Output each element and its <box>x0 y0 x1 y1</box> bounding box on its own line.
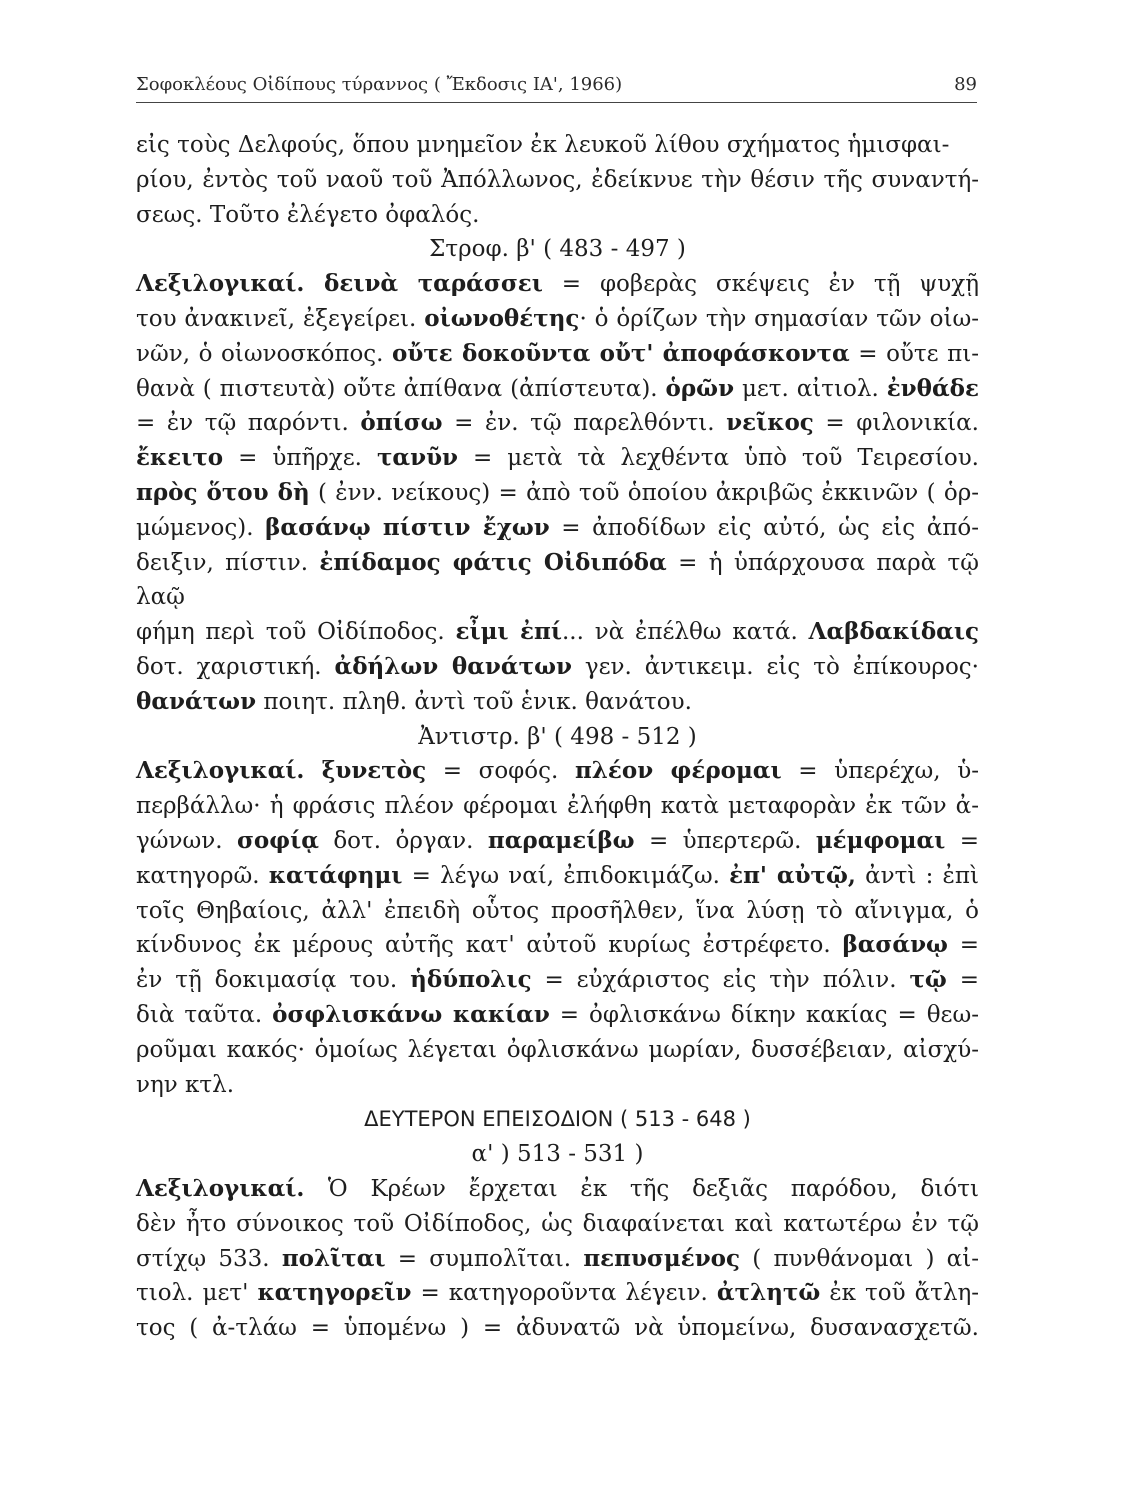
text-segment: ( ἐνν. νείκους) = ἀπὸ τοῦ ὁποίου ἀκριβῶς ἐκκινῶν ( ὁρ- <box>309 479 979 506</box>
text-segment: = ἐν. τῷ παρελθόντι. <box>442 410 727 437</box>
lemma: ὀπίσω <box>360 409 443 437</box>
lemma: Λεξιλογικαί. <box>136 270 325 298</box>
text-line <box>136 198 979 233</box>
text-line <box>136 337 979 372</box>
lemma: ἔκειτο <box>136 444 224 472</box>
text-segment: του ἀνακινεῖ, ἐξεγείρει. <box>136 305 425 332</box>
section-heading <box>136 1137 979 1172</box>
text-segment: = ὑπῆρχε. <box>223 445 377 472</box>
text-segment: νην κτλ. <box>136 1071 235 1098</box>
lemma: σοφίᾳ <box>236 826 319 854</box>
text-segment: κίνδυνος ἐκ μέρους αὐτῆς κατ' αὐτοῦ κυρίως ἐστρέφετο. <box>136 932 843 959</box>
text-line <box>136 789 979 824</box>
text-segment: ἐκ τοῦ ἄτλη- <box>820 1280 980 1307</box>
text-line <box>136 894 979 929</box>
lemma: ἀτλητῶ <box>716 1279 821 1307</box>
lemma: τανῦν <box>376 444 458 472</box>
text-segment: = σοφός. <box>426 758 575 785</box>
text-line <box>136 163 979 198</box>
text-segment: = συμπολῖται. <box>385 1245 584 1272</box>
text-segment: σεως. Τοῦτο ἐλέγετο ὀφαλός. <box>136 201 480 228</box>
lemma: θανάτων <box>136 687 257 715</box>
text-segment: ( πυνθάνομαι ) αἰ- <box>740 1245 979 1272</box>
text-segment: = φιλονικία. <box>813 410 979 437</box>
text-segment: τος ( ἀ-τλάω = ὑπομένω ) = ἀδυνατῶ νὰ ὑπομείνω, δυσανασχετῶ. <box>136 1315 979 1342</box>
text-segment: ρίου, ἐντὸς τοῦ ναοῦ τοῦ Ἀπόλλωνος, ἐδείκνυε τὴν θέσιν τῆς συναντή- <box>136 166 979 193</box>
text-segment: κατηγορῶ. <box>136 862 269 889</box>
text-segment: ΔΕΥΤΕΡΟΝ ΕΠΕΙΣΟΔΙΟΝ ( 513 - 648 ) <box>364 1107 751 1132</box>
text-line <box>136 1068 979 1103</box>
lemma: δεινὰ ταράσσει <box>324 270 543 298</box>
text-segment: Στροφ. β' ( 483 - 497 ) <box>429 236 686 263</box>
text-segment: στίχῳ 533. <box>136 1245 282 1272</box>
text-line <box>136 1242 979 1277</box>
lemma: Λαβδακίδαις <box>808 618 980 646</box>
lemma: οἰωνοθέτης <box>424 304 580 332</box>
text-line <box>136 511 979 546</box>
text-line <box>136 1172 979 1207</box>
lemma: ἐπ' αὐτῷ, <box>729 861 856 889</box>
text-segment: περβάλλω· ἡ φράσις πλέον φέρομαι ἐλήφθη κατὰ μεταφορὰν ἐκ τῶν ἀ- <box>136 793 979 820</box>
text-segment: = ὑπερτερῶ. <box>634 827 816 854</box>
text-line <box>136 267 979 302</box>
text-segment: γώνων. <box>136 827 237 854</box>
body-text <box>136 128 979 1346</box>
lemma: Λεξιλογικαί. <box>136 1174 328 1202</box>
text-segment: θανὰ ( πιστευτὰ) οὔτε ἀπίθανα (ἀπίστευτα). <box>136 375 666 402</box>
text-segment: μώμενος). <box>136 514 266 541</box>
text-segment: = λέγω ναί, ἐπιδοκιμάζω. <box>402 862 730 889</box>
text-segment: Ὁ Κρέων ἔρχεται ἐκ τῆς δεξιᾶς παρόδου, διότι <box>327 1175 979 1202</box>
lemma: βασάνῳ <box>842 931 948 959</box>
text-segment: φήμη περὶ τοῦ Οἰδίποδος. <box>136 619 456 646</box>
text-segment: = εὐχάριστος εἰς τὴν πόλιν. <box>531 967 910 994</box>
text-line <box>136 754 979 789</box>
lemma: ἀδήλων θανάτων <box>334 652 572 680</box>
lemma: βασάνῳ πίστιν ἔχων <box>265 513 550 541</box>
lemma: ἡδύπολις <box>410 966 532 994</box>
text-line <box>136 441 979 476</box>
lemma: οὔτε δοκοῦντα οὔτ' ἀποφάσκοντα <box>392 339 850 367</box>
lemma: ἐπίδαμος φάτις Οἰδιπόδα <box>319 548 667 576</box>
running-head <box>136 74 977 95</box>
text-segment: = <box>947 932 979 959</box>
text-line <box>136 685 979 720</box>
text-segment: = οὔτε πι- <box>849 340 979 367</box>
text-line <box>136 824 979 859</box>
text-segment: δοτ. χαριστική. <box>136 653 335 680</box>
lemma: κατηγορεῖν <box>257 1279 412 1307</box>
text-line <box>136 302 979 337</box>
text-segment: · ὁ ὁρίζων τὴν σημασίαν τῶν οἰω- <box>579 305 979 332</box>
lemma: πολῖται <box>281 1244 386 1272</box>
text-segment: δοτ. ὀργαν. <box>318 827 488 854</box>
text-line <box>136 128 979 163</box>
lemma: πλέον φέρομαι <box>574 757 782 785</box>
text-segment: διὰ ταῦτα. <box>136 1001 273 1028</box>
text-line <box>136 546 979 616</box>
lemma: ὀσφλισκάνω κακίαν <box>272 1000 550 1028</box>
text-segment: ἀντὶ : ἐπὶ <box>855 862 979 889</box>
section-heading <box>136 1102 979 1137</box>
lemma: μέμφομαι <box>815 826 946 854</box>
text-segment: εἰς τοὺς Δελφούς, ὅπου μνημεῖον ἐκ λευκοῦ λίθου σχήματος ἡμισφαι- <box>136 132 950 158</box>
text-segment: δὲν ἦτο σύνοικος τοῦ Οἰδίποδος, ὡς διαφαίνεται καὶ κατωτέρω ἐν τῷ <box>136 1210 979 1237</box>
text-segment: τιολ. μετ' <box>136 1280 258 1307</box>
lemma: πεπυσμένος <box>583 1244 740 1272</box>
lemma: Λεξιλογικαί. <box>136 757 322 785</box>
text-line <box>136 1207 979 1242</box>
text-segment: νῶν, ὁ οἰωνοσκόπος. <box>136 340 393 367</box>
text-segment: = <box>945 827 979 854</box>
text-segment: ἐν τῇ δοκιμασίᾳ του. <box>136 967 411 994</box>
text-segment: = φοβερὰς σκέψεις ἐν τῇ ψυχῇ <box>542 271 979 298</box>
text-line <box>136 476 979 511</box>
text-segment: = <box>946 967 979 994</box>
text-segment: τοῖς Θηβαίοις, ἀλλ' ἐπειδὴ οὗτος προσῆλθεν, ἵνα λύσῃ τὸ αἴνιγμα, ὁ <box>136 897 979 924</box>
text-segment: ... νὰ ἐπέλθω κατά. <box>561 619 809 646</box>
running-head-title: Σοφοκλέους Οἰδίπους τύραννος ( Ἔκδοσις ΙΑ', 1966) <box>136 74 623 95</box>
text-segment: = ἐν τῷ παρόντι. <box>136 410 361 437</box>
text-segment: ροῦμαι κακός· ὁμοίως λέγεται ὀφλισκάνω μωρίαν, δυσσέβειαν, αἰσχύ- <box>136 1036 979 1063</box>
text-line <box>136 963 979 998</box>
text-line <box>136 928 979 963</box>
lemma: ξυνετὸς <box>321 757 427 785</box>
header-rule <box>136 102 977 103</box>
text-segment: δειξιν, πίστιν. <box>136 549 320 576</box>
section-heading <box>136 232 979 267</box>
lemma: πρὸς ὅτου δὴ <box>136 478 310 506</box>
page-number: 89 <box>954 74 977 95</box>
text-segment: α' ) 513 - 531 ) <box>471 1141 644 1168</box>
text-line <box>136 1311 979 1346</box>
section-heading <box>136 720 979 755</box>
text-line <box>136 998 979 1033</box>
text-line <box>136 1033 979 1068</box>
text-segment: = ἀποδίδων εἰς αὐτό, ὡς εἰς ἀπό- <box>549 514 979 541</box>
text-segment: = ἡ ὑπάρχουσα παρὰ τῷ λαῷ <box>136 549 979 611</box>
lemma: νεῖκος <box>726 409 814 437</box>
text-segment: Ἀντιστρ. β' ( 498 - 512 ) <box>418 723 697 750</box>
lemma: τῷ <box>909 966 947 994</box>
text-segment: γεν. ἀντικειμ. εἰς τὸ ἐπίκουρος· <box>571 653 979 680</box>
lemma: κατάφημι <box>268 861 403 889</box>
text-line <box>136 372 979 407</box>
text-segment: μετ. αἰτιολ. <box>734 375 887 402</box>
text-line <box>136 1276 979 1311</box>
text-line <box>136 615 979 650</box>
lemma: ὁρῶν <box>665 374 735 402</box>
text-segment: ποιητ. πληθ. ἀντὶ τοῦ ἑνικ. θανάτου. <box>256 688 692 715</box>
lemma: εἶμι ἐπί <box>455 618 562 646</box>
text-segment: = μετὰ τὰ λεχθέντα ὑπὸ τοῦ Τειρεσίου. <box>458 445 979 472</box>
text-segment: = κατηγοροῦντα λέγειν. <box>411 1280 717 1307</box>
text-line <box>136 859 979 894</box>
text-segment: = ὑπερέχω, ὑ- <box>781 758 980 785</box>
lemma: ἐνθάδε <box>886 374 979 402</box>
text-segment: = ὀφλισκάνω δίκην κακίας = θεω- <box>549 1001 979 1028</box>
text-line <box>136 406 979 441</box>
lemma: παραμείβω <box>487 826 635 854</box>
text-line <box>136 650 979 685</box>
